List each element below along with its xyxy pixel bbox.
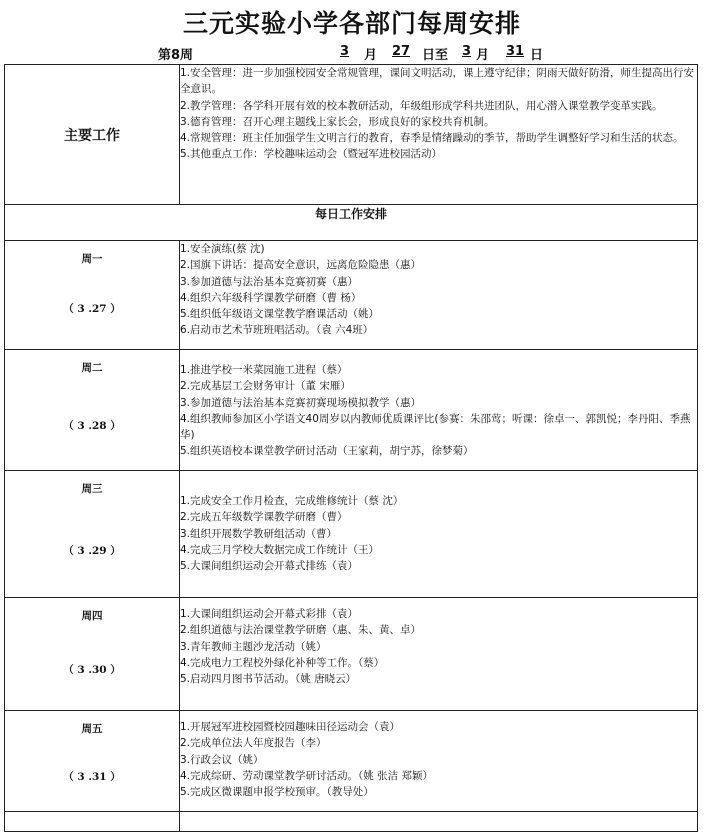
day-label-cell (5, 711, 180, 812)
end-month: 3 (462, 44, 472, 59)
task-item: 2.完成单位法人年度报告（李） (180, 737, 327, 750)
task-item: 4.完成三月学校大数据完成工作统计（王） (180, 543, 380, 556)
day-content (180, 598, 698, 711)
task-item: 2.组织道德与法治课堂教学研磨（惠、朱、黄、卓） (180, 624, 422, 637)
task-item: 2.国旗下讲话：提高安全意识，远离危险隐患（惠） (180, 259, 422, 272)
main-work-item: 2.教学管理：各学科开展有效的校本教研活动，年级组形成学科共进团队，用心潜入课堂教学变革实践。 (180, 99, 663, 112)
start-day: 27 (392, 44, 411, 59)
daily-title-row (5, 205, 698, 241)
task-item: 3.行政会议（姚） (180, 753, 264, 766)
week-number: 第8周 (158, 48, 194, 63)
day-name: 周二 (81, 362, 103, 374)
task-item: 2.完成五年级数学课教学研磨（曹） (180, 511, 348, 524)
partial-row (5, 812, 698, 832)
week-range (0, 44, 704, 64)
task-item: 1.大课间组织运动会开幕式彩排（袁） (180, 608, 359, 620)
end-day: 31 (506, 44, 525, 59)
task-item: 3.组织开展数学教研组活动（曹） (180, 527, 338, 540)
main-work-row (5, 65, 698, 205)
day-unit: 日 (530, 48, 544, 63)
day-row (5, 350, 698, 471)
day-row (5, 241, 698, 350)
task-item: 1.推进学校一米菜园施工进程（蔡） (180, 364, 348, 376)
task-item: 1.开展冠军进校园暨校园趣味田径运动会（袁） (180, 721, 401, 733)
main-work-item: 5.其他重点工作：学校趣味运动会（暨冠军进校园活动） (180, 148, 443, 161)
task-item: 1.完成安全工作月检查，完成维修统计（蔡 沈） (180, 495, 404, 507)
main-work-label: 主要工作 (64, 127, 120, 144)
task-item: 5.组织低年级语文课堂教学磨课活动（姚） (180, 308, 380, 321)
day-date: （ 3 .28 ） (63, 420, 121, 432)
day-content (180, 350, 698, 471)
main-work-content (180, 65, 698, 205)
day-date: （ 3 .31 ） (63, 771, 121, 783)
daily-title: 每日工作安排 (5, 205, 698, 241)
day-name: 周三 (81, 483, 103, 495)
schedule-table (4, 64, 698, 832)
day-content (180, 471, 698, 598)
task-item: 1.安全演练(蔡 沈) (180, 243, 265, 255)
main-work-item: 1.安全管理：进一步加强校园安全常规管理，课间文明活动，课上遵守纪律；阴雨天做好防滑，师生提高出行安全意识。 (180, 67, 695, 96)
task-item: 4.完成电力工程校外绿化补种等工作。（蔡） (180, 656, 385, 669)
month-unit-2: 月 (476, 48, 490, 63)
day-row (5, 598, 698, 711)
main-work-item: 4.常规管理：班主任加强学生文明言行的教育，春季是情绪躁动的季节，帮助学生调整好学习和生活的状态。 (180, 132, 684, 145)
day-name: 周一 (81, 253, 103, 265)
day-label-cell (5, 812, 180, 832)
day-content (180, 812, 698, 832)
task-item: 3.参加道德与法治基本竞赛初赛（惠） (180, 275, 359, 288)
page-title: 三元实验小学各部门每周安排 (182, 9, 521, 38)
day-date: （ 3 .30 ） (63, 664, 121, 676)
day-content (180, 711, 698, 812)
day-row (5, 711, 698, 812)
task-item: 5.启动四月图书节活动。（姚 唐晓云） (180, 673, 357, 686)
task-item: 2.完成基层工会财务审计（董 宋雁） (180, 380, 351, 393)
task-item: 3.青年教师主题沙龙活动（姚） (180, 640, 327, 653)
day-date: （ 3 .27 ） (63, 303, 121, 315)
day-date: （ 3 .29 ） (63, 545, 121, 557)
task-item: 6.启动市艺术节班班唱活动。（袁 六4班） (180, 324, 374, 337)
task-item: 3.参加道德与法治基本竞赛初赛现场模拟教学（惠） (180, 396, 422, 409)
day-label-cell (5, 471, 180, 598)
day-name: 周四 (81, 610, 103, 622)
month-unit: 月 (364, 48, 378, 63)
day-name: 周五 (81, 723, 103, 735)
day-label-cell (5, 350, 180, 471)
task-item: 5.大课间组织运动会开幕式排练（袁） (180, 560, 359, 573)
main-work-label-cell (5, 65, 180, 205)
main-work-item: 3.德育管理：召开心理主题线上家长会，形成良好的家校共育机制。 (180, 115, 495, 128)
task-item: 5.完成区微课题申报学校预审。（教导处） (180, 786, 374, 799)
task-item: 5.组织英语校本课堂教学研讨活动（王家莉，胡宁苏，徐梦菊） (180, 445, 474, 458)
to-unit: 日至 (422, 48, 449, 63)
task-item: 4.完成综研、劳动课堂教学研讨活动。（姚 张洁 郑颖） (180, 769, 433, 782)
day-row (5, 471, 698, 598)
day-label-cell (5, 241, 180, 350)
day-label-cell (5, 598, 180, 711)
task-item: 4.组织六年级科学课教学研磨（曹 杨） (180, 291, 362, 304)
task-item: 4.组织教师参加区小学语文40周岁以内教师优质课评比(参赛：朱邵莺；听课：徐卓一、郭凯悦；李丹阳、季燕华) (180, 412, 691, 442)
day-content (180, 241, 698, 350)
start-month: 3 (340, 44, 350, 59)
